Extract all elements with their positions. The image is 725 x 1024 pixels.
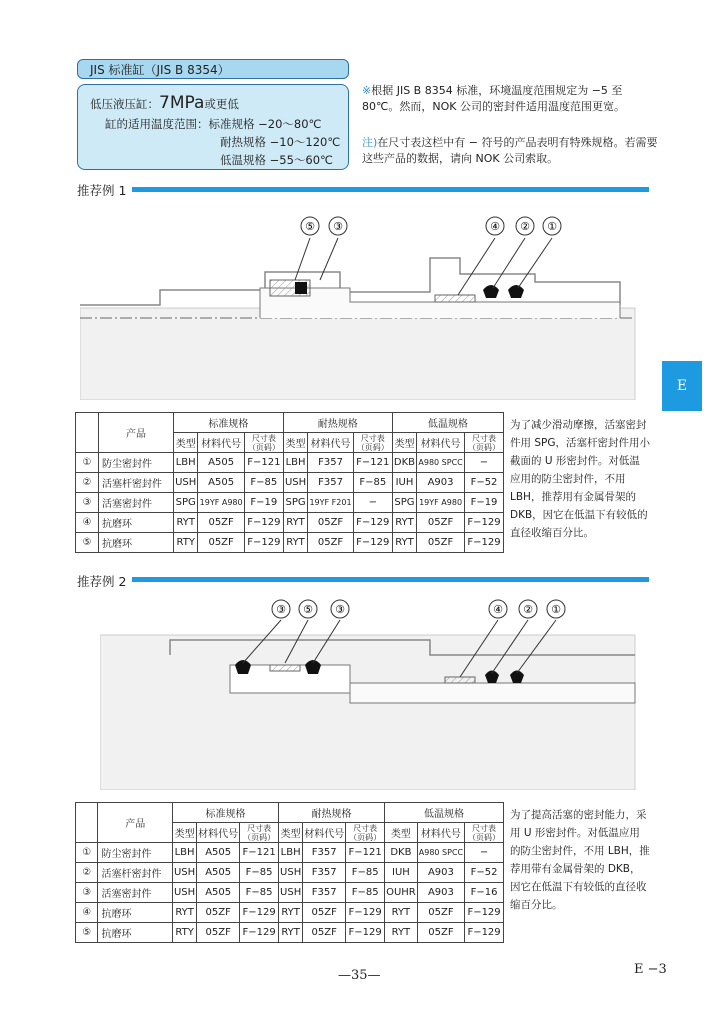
table-cell: RYT (392, 533, 416, 553)
table-cell: RYT (385, 923, 418, 943)
table-cell: IUH (385, 863, 418, 883)
table-cell: A980 SPCC (417, 843, 464, 863)
table-cell: F−129 (353, 513, 392, 533)
example-1-rule (132, 187, 649, 192)
table-cell: F−129 (240, 923, 279, 943)
subheader-material: 材料代号 (197, 823, 240, 843)
temp-heat-line: 耐热规格 −10～120℃ (220, 135, 341, 149)
table-cell: F−129 (244, 533, 283, 553)
section-title: JIS 标准缸（JIS B 8354） (77, 59, 349, 79)
example-2-rule (132, 577, 649, 582)
temp-standard-line: 缸的适用温度范围：标准规格 −20～80℃ (105, 117, 322, 131)
product-name: 活塞杆密封件 (98, 863, 173, 883)
group-standard: 标准规格 (174, 413, 284, 433)
page-reference: E −3 (634, 962, 667, 977)
table-cell: F357 (308, 473, 354, 493)
subheader-material: 材料代号 (198, 433, 244, 453)
table-cell: 05ZF (308, 533, 354, 553)
table-cell: RYT (174, 513, 198, 533)
subheader-page: 尺寸表（页码） (465, 433, 504, 453)
table-cell: USH (279, 863, 303, 883)
product-name: 防尘密封件 (98, 843, 173, 863)
table-cell: RYT (279, 923, 303, 943)
row-number: ① (76, 453, 99, 473)
table-row (76, 473, 504, 493)
table-cell: USH (172, 863, 196, 883)
subheader-type: 类型 (172, 823, 196, 843)
row-number: ④ (76, 903, 98, 923)
product-name: 防尘密封件 (99, 453, 174, 473)
callout-label: ④ (493, 603, 503, 616)
group-heat: 耐热规格 (279, 803, 385, 823)
table-cell: SPG (392, 493, 416, 513)
example-2-remark: 为了提高活塞的密封能力，采用 U 形密封件。对低温应用的防尘密封件，不用 LBH，推荐用带有金属骨架的 DKB，因它在低温下有较低的直径收缩百分比。 (510, 809, 650, 911)
table-cell: LBH (279, 843, 303, 863)
callout-label: ③ (276, 603, 286, 616)
table-cell: F−129 (240, 903, 279, 923)
cylinder-diagram-1 (80, 210, 640, 400)
table-row (76, 903, 504, 923)
product-name: 抗磨环 (98, 903, 173, 923)
table-cell: F−121 (244, 453, 283, 473)
temp-low-line: 低温规格 −55～60℃ (220, 153, 333, 167)
table-cell: F−52 (465, 863, 504, 883)
group-heat: 耐热规格 (283, 413, 392, 433)
table-cell: F−129 (353, 533, 392, 553)
row-number: ③ (76, 883, 98, 903)
table-cell: F−52 (465, 473, 504, 493)
group-low: 低温规格 (392, 413, 503, 433)
table-cell: F−129 (465, 533, 504, 553)
table-cell: DKB (392, 453, 416, 473)
callout-label: ② (523, 603, 533, 616)
table-cell: RYT (283, 533, 307, 553)
table-cell: A903 (417, 473, 465, 493)
table-cell: 05ZF (417, 903, 464, 923)
table-cell: F357 (303, 843, 346, 863)
table-cell: USH (283, 473, 307, 493)
callout-label: ③ (333, 220, 343, 233)
table-cell: RTY (172, 923, 196, 943)
table-cell: A505 (197, 863, 240, 883)
callout-label: ③ (335, 603, 345, 616)
table-cell: RYT (392, 513, 416, 533)
table-cell: OUHR (385, 883, 418, 903)
section-tab: E (662, 361, 702, 411)
row-number: ② (76, 473, 99, 493)
table-cell: 19YF A980 (198, 493, 244, 513)
table-cell: RYT (279, 903, 303, 923)
rod-seal-mark (483, 285, 499, 298)
table-cell: F−129 (465, 513, 504, 533)
table-cell: USH (174, 473, 198, 493)
table-cell: A505 (197, 843, 240, 863)
table-cell: F−85 (240, 883, 279, 903)
table-cell: RYT (283, 513, 307, 533)
table-cell: F−85 (346, 883, 385, 903)
row-number: ⑤ (76, 923, 98, 943)
dust-seal-mark (508, 285, 524, 298)
table-row (76, 883, 504, 903)
piston-seal-mark (295, 282, 307, 294)
table-cell: A980 SPCC (417, 453, 465, 473)
table-cell: F−129 (346, 903, 385, 923)
table-cell: SPG (283, 493, 307, 513)
table-cell: F357 (303, 863, 346, 883)
table-cell: − (465, 453, 504, 473)
callout-label: ② (520, 220, 530, 233)
pressure-line: 低压液压缸：7MPa或更低 (90, 93, 239, 113)
callout-label: ① (547, 220, 557, 233)
table-cell: DKB (385, 843, 418, 863)
example-2-heading: 推荐例 2 (77, 574, 127, 589)
table-cell: F−121 (240, 843, 279, 863)
subheader-material: 材料代号 (303, 823, 346, 843)
table-cell: RTY (174, 533, 198, 553)
group-standard: 标准规格 (172, 803, 278, 823)
subheader-page: 尺寸表（页码） (353, 433, 392, 453)
subheader-type: 类型 (283, 433, 307, 453)
product-header: 产品 (98, 803, 173, 843)
subheader-material: 材料代号 (308, 433, 354, 453)
table-1-body (76, 453, 504, 553)
row-number: ① (76, 843, 98, 863)
table-cell: USH (172, 883, 196, 903)
table-cell: 19YF F201 (308, 493, 354, 513)
subheader-page: 尺寸表（页码） (346, 823, 385, 843)
product-header: 产品 (99, 413, 174, 453)
group-low: 低温规格 (385, 803, 504, 823)
subheader-material: 材料代号 (417, 823, 464, 843)
table-cell: F−19 (244, 493, 283, 513)
product-name: 活塞杆密封件 (99, 473, 174, 493)
table-cell: F357 (308, 453, 354, 473)
table-row (76, 453, 504, 473)
table-cell: F−129 (346, 923, 385, 943)
table-2-body (76, 843, 504, 943)
table-cell: LBH (172, 843, 196, 863)
table-cell: 05ZF (197, 903, 240, 923)
table-cell: F−19 (465, 493, 504, 513)
table-cell: 05ZF (303, 903, 346, 923)
subheader-type: 类型 (385, 823, 418, 843)
table-cell: F−121 (346, 843, 385, 863)
product-name: 抗磨环 (98, 923, 173, 943)
subheader-type: 类型 (279, 823, 303, 843)
subheader-page: 尺寸表（页码） (244, 433, 283, 453)
table-cell: 05ZF (198, 513, 244, 533)
table-cell: 05ZF (308, 513, 354, 533)
table-cell: A903 (417, 863, 464, 883)
table-cell: F−16 (465, 883, 504, 903)
table-cell: F−85 (244, 473, 283, 493)
table-cell: IUH (392, 473, 416, 493)
table-cell: 19YF A980 (417, 493, 465, 513)
table-cell: A505 (197, 883, 240, 903)
table-row (76, 533, 504, 553)
row-number: ⑤ (76, 533, 99, 553)
product-name: 活塞密封件 (98, 883, 173, 903)
table-cell: USH (279, 883, 303, 903)
table-cell: F−85 (353, 473, 392, 493)
table-cell: 05ZF (197, 923, 240, 943)
subheader-type: 类型 (174, 433, 198, 453)
callout-label: ④ (490, 220, 500, 233)
example-1-remark: 为了减少滑动摩擦，活塞密封件用 SPG，活塞杆密封件用小截面的 U 形密封件。对低温应用的防尘密封件，不用 LBH，推荐用有金属骨架的 DKB，因它在低温下有较低的直径收缩百分比。 (510, 419, 650, 539)
table-cell: LBH (283, 453, 307, 473)
table-row (76, 493, 504, 513)
table-cell: F−85 (346, 863, 385, 883)
subheader-material: 材料代号 (417, 433, 465, 453)
table-row (76, 513, 504, 533)
spec-table-2 (75, 802, 504, 943)
table-cell: 05ZF (198, 533, 244, 553)
spec-box (77, 84, 349, 170)
table-row (76, 923, 504, 943)
note-2: 注)在尺寸表这栏中有 − 符号的产品表明有特殊规格。若需要这些产品的数据，请向 NOK 公司索取。 (362, 136, 658, 165)
table-cell: 05ZF (417, 923, 464, 943)
product-name: 抗磨环 (99, 513, 174, 533)
note-1: ※根据 JIS B 8354 标准，环境温度范围规定为 −5 至 80℃。然而，NOK 公司的密封件适用温度范围更宽。 (362, 84, 625, 113)
subheader-type: 类型 (392, 433, 416, 453)
table-cell: 05ZF (303, 923, 346, 943)
table-cell: F357 (303, 883, 346, 903)
subheader-page: 尺寸表（页码） (465, 823, 504, 843)
table-cell: SPG (174, 493, 198, 513)
table-cell: F−85 (240, 863, 279, 883)
product-name: 抗磨环 (99, 533, 174, 553)
callout-label: ① (551, 603, 561, 616)
page-number: —35— (338, 968, 381, 983)
product-name: 活塞密封件 (99, 493, 174, 513)
example-1-heading: 推荐例 1 (77, 183, 127, 198)
row-number: ④ (76, 513, 99, 533)
table-cell: A903 (417, 883, 464, 903)
table-cell: F−129 (244, 513, 283, 533)
table-cell: − (353, 493, 392, 513)
table-row (76, 863, 504, 883)
callout-label: ⑤ (305, 220, 315, 233)
table-cell: F−121 (353, 453, 392, 473)
table-cell: LBH (174, 453, 198, 473)
table-cell: F−129 (465, 923, 504, 943)
cylinder-diagram-2 (100, 595, 640, 790)
table-cell: RYT (172, 903, 196, 923)
table-cell: 05ZF (417, 533, 465, 553)
table-cell: RYT (385, 903, 418, 923)
table-cell: F−129 (465, 903, 504, 923)
table-cell: 05ZF (417, 513, 465, 533)
table-cell: A505 (198, 453, 244, 473)
table-cell: A505 (198, 473, 244, 493)
corner-cell (76, 803, 98, 843)
spec-table-1 (75, 412, 504, 553)
row-number: ② (76, 863, 98, 883)
table-cell: − (465, 843, 504, 863)
row-number: ③ (76, 493, 99, 513)
table-row (76, 843, 504, 863)
callout-label: ⑤ (303, 603, 313, 616)
subheader-page: 尺寸表（页码） (240, 823, 279, 843)
corner-cell (76, 413, 99, 453)
